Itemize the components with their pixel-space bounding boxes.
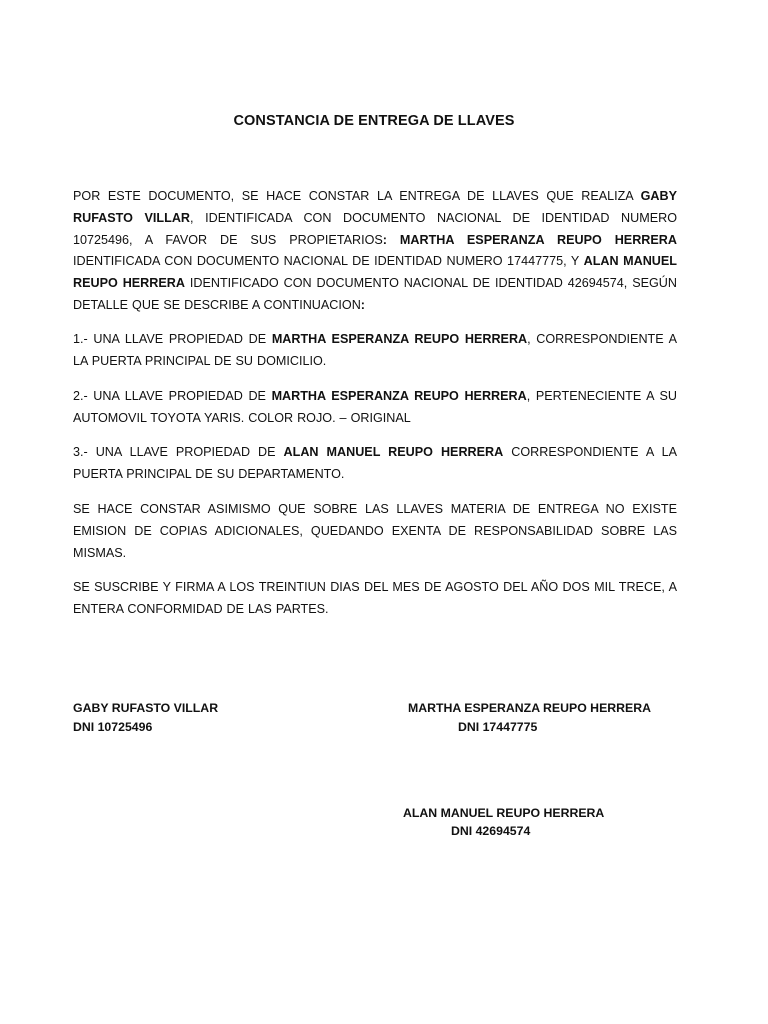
- owner-2-name: ALAN MANUEL REUPO HERRERA: [73, 254, 677, 291]
- item-text: 2.- UNA LLAVE PROPIEDAD DE: [73, 389, 272, 403]
- intro-text-4: IDENTIFICADO CON DOCUMENTO NACIONAL DE IDENTIDAD 42694574, SEGÚN DETALLE QUE SE DESCRIBE A CONTINUACION: [73, 276, 677, 312]
- intro-colon: :: [360, 297, 365, 312]
- item-text: 3.- UNA LLAVE PROPIEDAD DE: [73, 445, 284, 459]
- intro-text-3: IDENTIFICADA CON DOCUMENTO NACIONAL DE IDENTIDAD NUMERO 17447775, Y: [73, 254, 584, 269]
- signature-dni-martha: DNI 17447775: [458, 720, 538, 734]
- signature-name-gaby: GABY RUFASTO VILLAR: [73, 701, 219, 715]
- intro-text-1: POR ESTE DOCUMENTO, SE HACE CONSTAR LA ENTREGA DE LLAVES QUE REALIZA: [73, 189, 641, 203]
- item-owner: ALAN MANUEL REUPO HERRERA: [283, 445, 504, 459]
- list-item: [73, 386, 677, 430]
- document-title: CONSTANCIA DE ENTREGA DE LLAVES: [233, 113, 515, 129]
- intro-text-2: , IDENTIFICADA CON DOCUMENTO NACIONAL DE IDENTIDAD NUMERO 10725496, A FAVOR DE SUS PROPIETARIOS: [73, 210, 677, 247]
- item-text: 1.- UNA LLAVE PROPIEDAD DE: [73, 332, 272, 346]
- signature-name-martha: MARTHA ESPERANZA REUPO HERRERA: [408, 701, 651, 715]
- list-item: [73, 442, 677, 486]
- intro-paragraph: [73, 186, 677, 317]
- item-owner: MARTHA ESPERANZA REUPO HERRERA: [271, 332, 528, 346]
- signature-name-alan: ALAN MANUEL REUPO HERRERA: [403, 806, 605, 820]
- deliverer-name: GABY RUFASTO VILLAR: [73, 189, 677, 225]
- item-owner: MARTHA ESPERANZA REUPO HERRERA: [271, 389, 527, 403]
- item-text: , PERTENECIENTE A SU AUTOMOVIL TOYOTA YARIS. COLOR ROJO. – ORIGINAL: [73, 389, 677, 425]
- list-item: [73, 329, 677, 373]
- owner-1-name: : MARTHA ESPERANZA REUPO HERRERA: [382, 232, 677, 247]
- item-text: CORRESPONDIENTE A LA PUERTA PRINCIPAL DE SU DEPARTAMENTO.: [73, 445, 677, 481]
- signing-paragraph: SE SUSCRIBE Y FIRMA A LOS TREINTIUN DIAS DEL MES DE AGOSTO DEL AÑO DOS MIL TRECE, A ENTERA CONFORMIDAD DE LAS PARTES.: [73, 580, 677, 616]
- disclaimer-paragraph: SE HACE CONSTAR ASIMISMO QUE SOBRE LAS LLAVES MATERIA DE ENTREGA NO EXISTE EMISION DE COPIAS ADICIONALES, QUEDANDO EXENTA DE RESPONSABILIDAD SOBRE LAS MISMAS.: [73, 502, 677, 560]
- signature-dni-gaby: DNI 10725496: [73, 720, 153, 734]
- item-text: , CORRESPONDIENTE A LA PUERTA PRINCIPAL DE SU DOMICILIO.: [73, 332, 678, 368]
- signature-dni-alan: DNI 42694574: [451, 824, 531, 838]
